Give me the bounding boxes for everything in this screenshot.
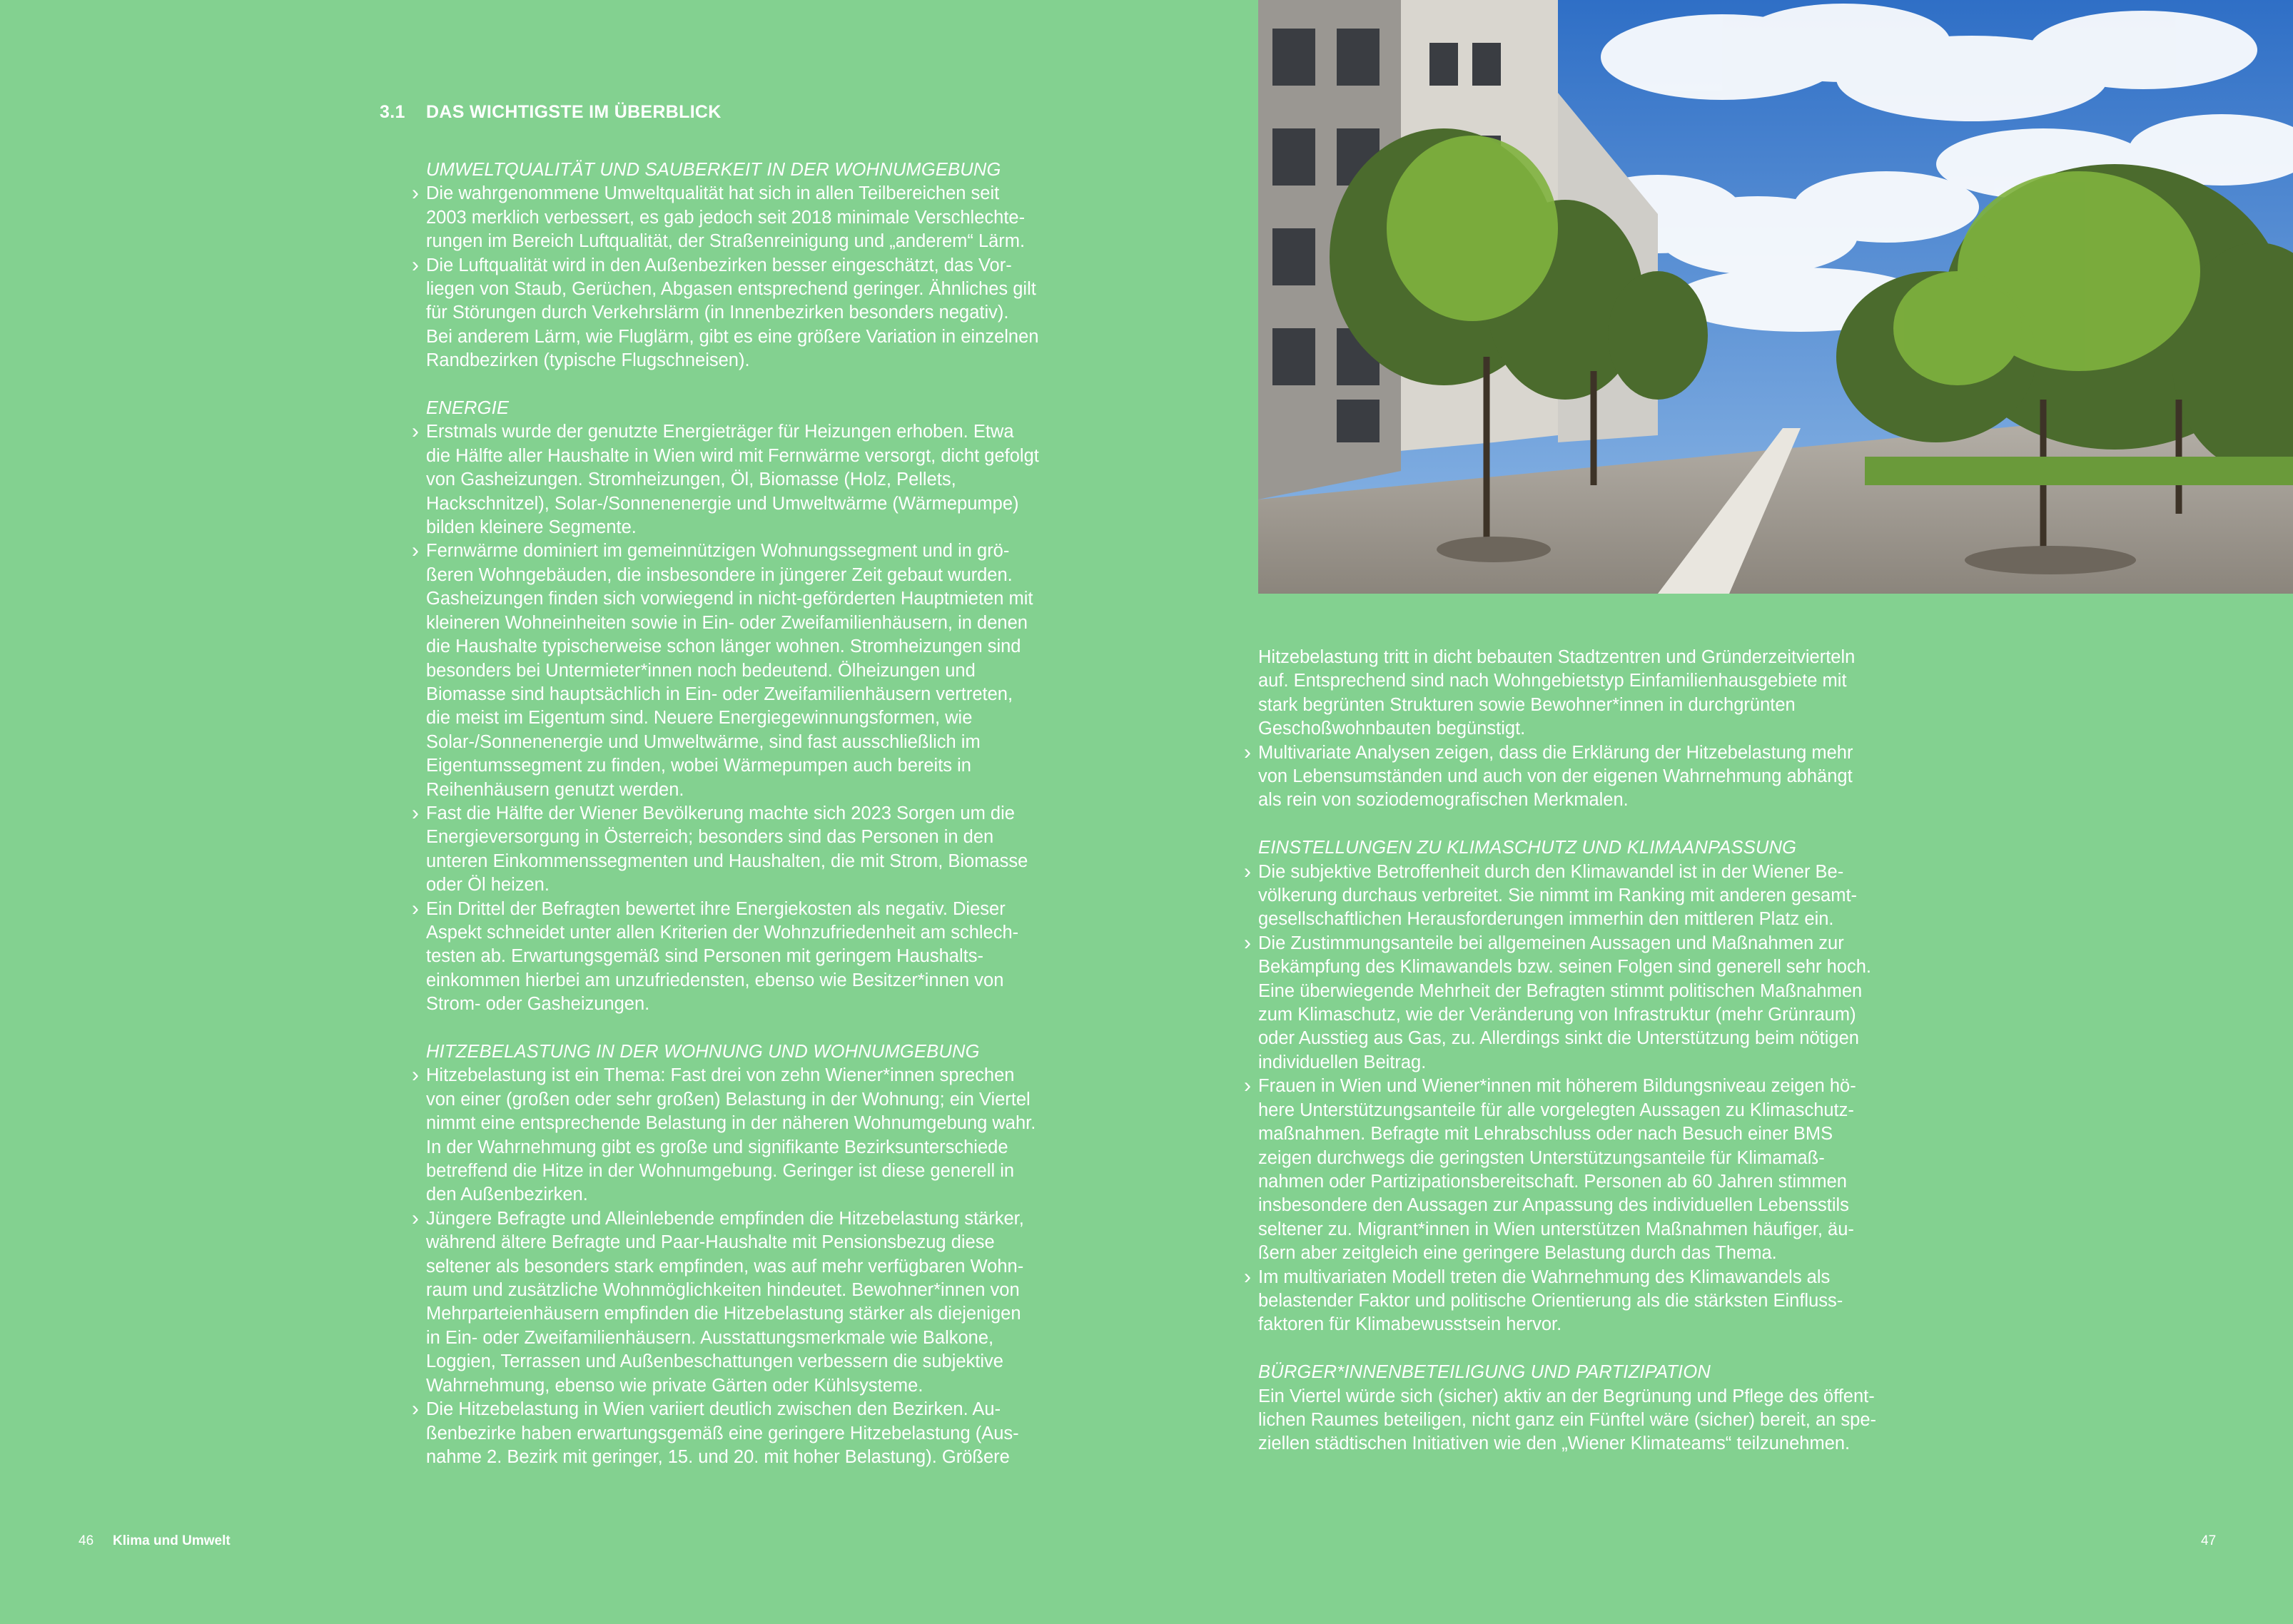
list-item: › Im multivariaten Modell treten die Wahrnehmung des Klimawandels als belastender Faktor und politische Orientierung als die stärksten Einflussfaktoren für Klimabewusstsein hervor. — [1258, 1266, 1879, 1337]
street-photo-graphic — [1258, 0, 2293, 594]
list-item: › Jüngere Befragte und Alleinlebende empfinden die Hitzebelastung stärker, während ältere Befragte und Paar-Haushalte mit Pensionsbezug diese seltener als besonders stark empfinden, was auf mehr verfügbaren Wohnraum und zusätzliche Wohnmöglichkeiten hindeutet. Bewohner*innen von Mehrparteienhäusern empfinden die Hitzebelastung stärker als diejenigen in Ein- oder Zweifamilienhäusern. Ausstattungsmerkmale wie Balkone, Loggien, Terrassen und Außenbeschattungen verbessern die subjektive Wahrnehmung, ebenso wie private Gärten oder Kühlsysteme. — [426, 1207, 1040, 1398]
list-item: › Die subjektive Betroffenheit durch den Klimawandel ist in der Wiener Bevölkerung durchaus verbreitet. Sie nimmt im Ranking mit anderen gesamtgesellschaftlichen Herausforderungen immerhin den mittleren Platz ein. — [1258, 861, 1879, 932]
continuation-paragraph: Hitzebelastung tritt in dicht bebauten Stadtzentren und Gründerzeitvierteln auf. Entsprechend sind nach Wohngebietstyp Einfamilienhausgebiete mit stark begrünten Strukturen sowie Bewohner*innen in durchgrünten Geschoßwohnbauten begünstigt. — [1258, 647, 1856, 739]
page-number-right: 47 — [2201, 1533, 2217, 1548]
list-item: › Multivariate Analysen zeigen, dass die Erklärung der Hitzebelastung mehr von Lebensumständen und auch von der eigenen Wahrnehmung abhängt als rein von soziodemografischen Merkmalen. — [1258, 741, 1879, 813]
footer-chapter-title: Klima und Umwelt — [113, 1533, 231, 1548]
list-item: › Die Zustimmungsanteile bei allgemeinen Aussagen und Maßnahmen zur Bekämpfung des Klimawandels bzw. seinen Folgen sind generell sehr hoch. Eine überwiegende Mehrheit der Befragten stimmt politischen Maßnahmen zum Klimaschutz, wie der Veränderung von Infrastruktur (mehr Grünraum) oder Ausstieg aus Gas, zu. Allerdings sinkt die Unterstützung beim nötigen individuellen Beitrag. — [1258, 932, 1879, 1075]
umwelt-bullet-list — [426, 182, 1040, 372]
list-item: › Hitzebelastung ist ein Thema: Fast drei von zehn Wiener*innen sprechen von einer (großen oder sehr großen) Belastung in der Wohnung; ein Viertel nimmt eine entsprechende Belastung in der näheren Wohnumgebung wahr. In der Wahrnehmung gibt es große und signifikante Bezirksunterschiede betreffend die Hitze in der Wohnumgebung. Geringer ist diese generell in den Außenbezirken. — [426, 1064, 1040, 1207]
subheading-buerger: BÜRGER*INNENBETEILIGUNG UND PARTIZIPATION — [1258, 1362, 1711, 1383]
list-item: › Fernwärme dominiert im gemeinnützigen Wohnungssegment und in größeren Wohngebäuden, die insbesondere in jüngerer Zeit gebaut wurden. Gasheizungen finden sich vorwiegend in nicht-geförderten Hauptmieten mit kleineren Wohneinheiten sowie in Ein- oder Zweifamilienhäusern, in denen die Haushalte typischerweise schon länger wohnen. Stromheizungen sind besonders bei Untermieter*innen noch bedeutend. Ölheizungen und Biomasse sind hauptsächlich in Ein- oder Zweifamilienhäusern vertreten, die meist im Eigentum sind. Neuere Energiegewinnungsformen, wie Solar-/Sonnenenergie und Umweltwärme, sind fast ausschließlich im Eigentumssegment zu finden, wobei Wärmepumpen auch bereits in Reihenhäusern genutzt werden. — [426, 539, 1040, 801]
subheading-umwelt: UMWELTQUALITÄT UND SAUBERKEIT IN DER WOHNUMGEBUNG — [426, 160, 1001, 180]
hitze-bullet-list-continued — [1258, 741, 1879, 813]
section-number: 3.1 — [380, 102, 405, 122]
list-item: › Frauen in Wien und Wiener*innen mit höherem Bildungsniveau zeigen höhere Unterstützungsanteile für alle vorgelegten Aussagen zu Klimaschutzmaßnahmen. Befragte mit Lehrabschluss oder nach Besuch einer BMS zeigen durchwegs die geringsten Unterstützungsanteile für Klimamaßnahmen oder Partizipationsbereitschaft. Personen ab 60 Jahren stimmen insbesondere den Aussagen zur Anpassung des individuellen Lebensstils seltener zu. Migrant*innen in Wien unterstützen Maßnahmen häufiger, äußern aber zeitgleich eine geringere Belastung durch das Thema. — [1258, 1075, 1879, 1265]
energie-bullet-list — [426, 420, 1040, 1016]
right-text-column — [1258, 646, 1879, 1456]
hitze-bullet-list — [426, 1064, 1040, 1469]
list-item: › Die Luftqualität wird in den Außenbezirken besser eingeschätzt, das Vorliegen von Staub, Gerüchen, Abgasen entsprechend geringer. Ähnliches gilt für Störungen durch Verkehrslärm (in Innenbezirken besonders negativ). Bei anderem Lärm, wie Fluglärm, gibt es eine größere Variation in einzelnen Randbezirken (typische Flugschneisen). — [426, 254, 1040, 373]
street-photo — [1258, 0, 2293, 594]
klima-bullet-list — [1258, 861, 1879, 1337]
list-item: › Die Hitzebelastung in Wien variiert deutlich zwischen den Bezirken. Außenbezirke haben erwartungsgemäß eine geringere Hitzebelastung (Ausnahme 2. Bezirk mit geringer, 15. und 20. mit hoher Belastung). Größere — [426, 1398, 1040, 1469]
page-number-left: 46 — [79, 1533, 94, 1548]
list-item: › Erstmals wurde der genutzte Energieträger für Heizungen erhoben. Etwa die Hälfte aller Haushalte in Wien wird mit Fernwärme versorgt, dicht gefolgt von Gasheizungen. Stromheizungen, Öl, Biomasse (Holz, Pellets, Hackschnitzel), Solar-/Sonnenenergie und Umweltwärme (Wärmepumpe) bilden kleinere Segmente. — [426, 420, 1040, 539]
list-item: › Fast die Hälfte der Wiener Bevölkerung machte sich 2023 Sorgen um die Energieversorgung in Österreich; besonders sind das Personen in den unteren Einkommenssegmenten und Haushalten, die mit Strom, Biomasse oder Öl heizen. — [426, 802, 1040, 898]
left-text-column — [426, 158, 1040, 1469]
list-item: › Die wahrgenommene Umweltqualität hat sich in allen Teilbereichen seit 2003 merklich verbessert, es gab jedoch seit 2018 minimale Verschlechterungen im Bereich Luftqualität, der Straßenreinigung und „anderem“ Lärm. — [426, 182, 1040, 253]
list-item: › Ein Drittel der Befragten bewertet ihre Energiekosten als negativ. Dieser Aspekt schneidet unter allen Kriterien der Wohnzufriedenheit am schlechtesten ab. Erwartungsgemäß sind Personen mit geringem Haushaltseinkommen hierbei am unzufriedensten, ebenso wie Besitzer*innen von Strom- oder Gasheizungen. — [426, 898, 1040, 1017]
subheading-energie: ENERGIE — [426, 398, 510, 419]
section-heading — [380, 101, 722, 124]
subheading-hitze: HITZEBELASTUNG IN DER WOHNUNG UND WOHNUMGEBUNG — [426, 1042, 980, 1062]
buerger-paragraph: Ein Viertel würde sich (sicher) aktiv an der Begrünung und Pflege des öffentlichen Raumes beteiligen, nicht ganz ein Fünftel wäre (sicher) bereit, an speziellen städtischen Initiativen wie den „Wiener Klimateams“ teilzunehmen. — [1258, 1386, 1877, 1454]
section-title: DAS WICHTIGSTE IM ÜBERBLICK — [426, 102, 722, 122]
subheading-klima: EINSTELLUNGEN ZU KLIMASCHUTZ UND KLIMAANPASSUNG — [1258, 838, 1797, 858]
